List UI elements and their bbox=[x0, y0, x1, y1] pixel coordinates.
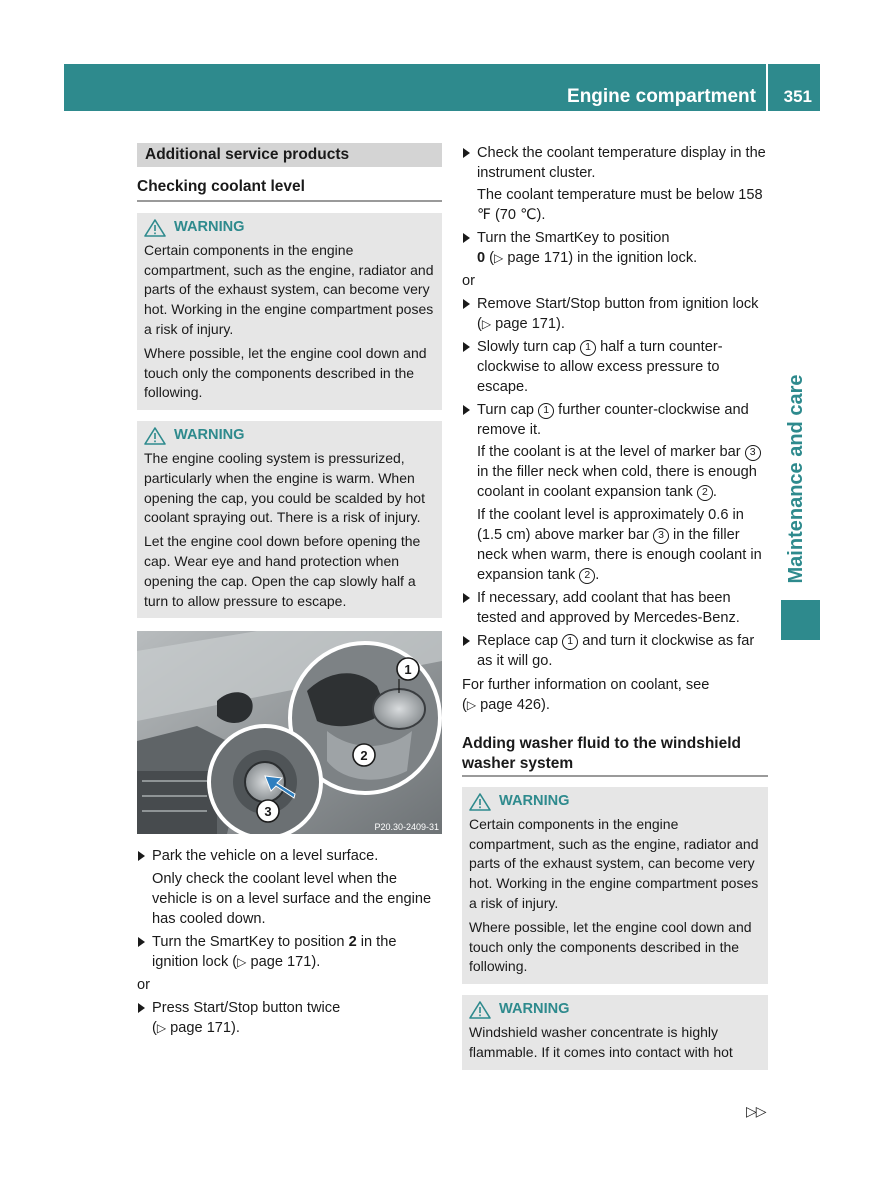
warning-triangle-icon bbox=[469, 793, 491, 811]
step-smartkey-0: Turn the SmartKey to position 0 (▷ page 171) in the ignition lock. bbox=[462, 228, 768, 268]
warning-paragraph: Certain components in the engine compartment, such as the engine, radiator and parts of the exhaust system, can become very hot. Working in the engine compartment poses a risk of injury. bbox=[469, 815, 759, 911]
callout-ref-2: 2 bbox=[697, 485, 713, 501]
warning-label: WARNING bbox=[174, 219, 245, 235]
further-info: For further information on coolant, see (▷ page 426). bbox=[462, 677, 710, 713]
callout-ref-1: 1 bbox=[538, 403, 554, 419]
page-header bbox=[64, 64, 820, 111]
step-remove-start-stop: Remove Start/Stop button from ignition lock (▷ page 171). bbox=[462, 294, 768, 334]
warning-header bbox=[144, 218, 435, 238]
engine-compartment-photo bbox=[137, 631, 442, 834]
step-remove-cap: Turn cap 1 further counter-clockwise and remove it. If the coolant is at the level of marker bar 3 in the filler neck when cold, there is enough coolant in coolant expansion tank 2 . If the coolant level is approximately 0.6 in (1.5 cm) above marker bar 3 in the filler neck when warm, there is enough coolant in expansion tank 2 . bbox=[462, 400, 768, 585]
warning-label: WARNING bbox=[499, 1001, 570, 1018]
callout-ref-3: 3 bbox=[653, 528, 669, 544]
warning-header bbox=[144, 426, 435, 446]
page-ref[interactable]: page 171). bbox=[170, 1020, 240, 1037]
callout-2 bbox=[353, 744, 375, 766]
page-ref-arrow-icon: ▷ bbox=[494, 251, 504, 265]
warning-header bbox=[469, 1000, 761, 1020]
page-ref[interactable]: page 171). bbox=[495, 316, 565, 332]
page-ref[interactable]: page 171). bbox=[250, 954, 321, 971]
warning-triangle-icon bbox=[144, 219, 166, 237]
step-replace-cap: Replace cap 1 and turn it clockwise as far as it will go. bbox=[462, 631, 768, 671]
figure-code: P20.30-2409-31 bbox=[374, 822, 439, 833]
page-ref-arrow-icon: ▷ bbox=[481, 317, 492, 331]
warning-box-hot-components bbox=[462, 787, 768, 984]
callout-ref-3: 3 bbox=[745, 445, 761, 461]
warning-label: WARNING bbox=[499, 793, 570, 809]
step-check-temperature: Check the coolant temperature display in the instrument cluster. The coolant temperature must be below 158 ℉ (70 ℃). bbox=[462, 143, 768, 225]
page-ref-arrow-icon: ▷ bbox=[156, 1021, 167, 1036]
side-tab-label: Maintenance and care bbox=[785, 374, 807, 584]
svg-text:3: 3 bbox=[264, 804, 272, 820]
warning-label: WARNING bbox=[174, 427, 245, 444]
step-turn-cap-half: Slowly turn cap 1 half a turn counter-clockwise to allow excess pressure to escape. bbox=[462, 337, 768, 397]
page-ref[interactable]: page 426). bbox=[480, 697, 550, 713]
chapter-title: Engine compartment bbox=[567, 86, 756, 107]
callout-ref-2: 2 bbox=[579, 568, 595, 584]
sub-heading-washer-fluid: Adding washer fluid to the windshield washer system bbox=[462, 734, 768, 777]
or-separator: or bbox=[137, 977, 150, 994]
engine-illustration bbox=[137, 631, 442, 834]
step-add-coolant: If necessary, add coolant that has been tested and approved by Mercedes-Benz. bbox=[462, 588, 768, 628]
step-park-level: Park the vehicle on a level surface. Only check the coolant level when the vehicle is on a level surface and the engine has cooled down. bbox=[137, 846, 442, 929]
step-smartkey-2: Turn the SmartKey to position 2 in the ignition lock (▷ page 171). bbox=[137, 932, 442, 972]
warning-box-pressurized bbox=[137, 421, 442, 618]
page-ref[interactable]: page 171) in the ignition lock. bbox=[507, 250, 698, 266]
callout-1 bbox=[397, 658, 419, 680]
continued-next-page-icon: ▷▷ bbox=[746, 1103, 766, 1119]
header-divider bbox=[766, 64, 768, 111]
svg-text:1: 1 bbox=[404, 662, 412, 678]
callout-3 bbox=[257, 800, 279, 822]
warning-paragraph: Windshield washer concentrate is highly flammable. If it comes into contact with hot bbox=[469, 1023, 733, 1060]
warning-header bbox=[469, 792, 761, 812]
warning-box-hot-components bbox=[137, 213, 442, 410]
section-title: Additional service products bbox=[137, 143, 442, 167]
page-ref-arrow-icon: ▷ bbox=[466, 698, 477, 712]
side-tab-marker bbox=[781, 600, 820, 640]
warning-paragraph: Certain components in the engine compartment, such as the engine, radiator and parts of the exhaust system, can become very hot. Working in the engine compartment poses a risk of injury. bbox=[144, 241, 434, 337]
callout-ref-1: 1 bbox=[580, 340, 596, 356]
svg-text:2: 2 bbox=[360, 748, 368, 764]
page-ref-arrow-icon: ▷ bbox=[237, 955, 247, 970]
left-steps bbox=[137, 846, 442, 1038]
warning-paragraph: Let the engine cool down before opening the cap. Wear eye and hand protection when opening the cap. Open the cap slowly half a turn to allow pressure to escape. bbox=[144, 533, 421, 609]
warning-triangle-icon bbox=[144, 427, 166, 445]
step-press-start-stop: Press Start/Stop button twice (▷ page 171). bbox=[137, 998, 442, 1038]
warning-paragraph: Where possible, let the engine cool down and touch only the components described in the following. bbox=[469, 918, 752, 975]
page-number: 351 bbox=[783, 87, 812, 106]
side-tab bbox=[780, 364, 812, 594]
warning-box-flammable bbox=[462, 995, 768, 1069]
warning-triangle-icon bbox=[469, 1001, 491, 1019]
warning-paragraph: The engine cooling system is pressurized, particularly when the engine is warm. When opening the cap, you could be scalded by hot coolant spraying out. There is a risk of injury. bbox=[144, 449, 425, 526]
warning-paragraph: Where possible, let the engine cool down and touch only the components described in the following. bbox=[144, 344, 427, 401]
or-separator: or bbox=[462, 273, 475, 289]
right-column bbox=[462, 143, 768, 1070]
sub-heading-checking-coolant: Checking coolant level bbox=[137, 167, 442, 202]
left-column bbox=[137, 143, 442, 1041]
callout-ref-1: 1 bbox=[562, 634, 578, 650]
